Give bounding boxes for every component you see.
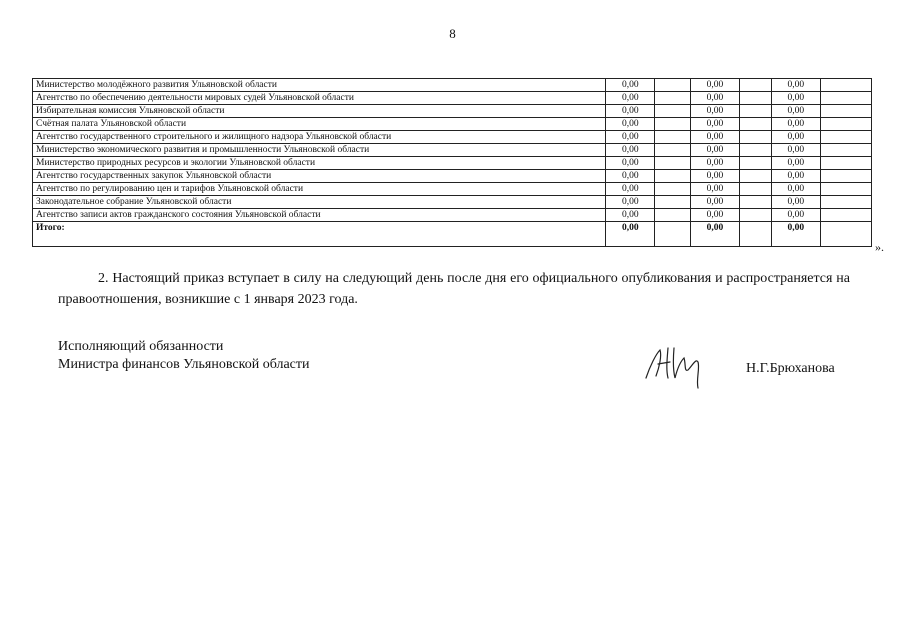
- empty-cell: [740, 131, 771, 144]
- empty-cell: [820, 131, 871, 144]
- empty-cell: [655, 209, 690, 222]
- value-cell: 0,00: [690, 79, 739, 92]
- value-cell: 0,00: [771, 209, 820, 222]
- value-cell: 0,00: [771, 196, 820, 209]
- value-cell: 0,00: [771, 105, 820, 118]
- value-cell: 0,00: [606, 144, 655, 157]
- value-cell: 0,00: [771, 131, 820, 144]
- value-cell: 0,00: [606, 131, 655, 144]
- value-cell: 0,00: [606, 183, 655, 196]
- empty-cell: [820, 196, 871, 209]
- empty-cell: [740, 196, 771, 209]
- empty-cell: [655, 118, 690, 131]
- value-cell: 0,00: [771, 92, 820, 105]
- table-row: [33, 105, 872, 118]
- empty-cell: [820, 222, 871, 247]
- empty-cell: [740, 105, 771, 118]
- empty-cell: [655, 131, 690, 144]
- value-cell: 0,00: [690, 183, 739, 196]
- table-row: [33, 157, 872, 170]
- table-row: [33, 131, 872, 144]
- value-cell: 0,00: [606, 157, 655, 170]
- value-cell: 0,00: [690, 92, 739, 105]
- row-label: Законодательное собрание Ульяновской области: [33, 196, 606, 209]
- empty-cell: [820, 170, 871, 183]
- empty-cell: [655, 196, 690, 209]
- row-label: Избирательная комиссия Ульяновской области: [33, 105, 606, 118]
- empty-cell: [820, 209, 871, 222]
- signer-title: [58, 338, 310, 374]
- empty-cell: [655, 79, 690, 92]
- empty-cell: [820, 92, 871, 105]
- row-label: Агентство по регулированию цен и тарифов Ульяновской области: [33, 183, 606, 196]
- value-cell: 0,00: [606, 92, 655, 105]
- value-cell: 0,00: [690, 157, 739, 170]
- effective-date-paragraph: 2. Настоящий приказ вступает в силу на следующий день после дня его официального опубликования и распространяется на правоотношения, возникшие с 1 января 2023 года.: [58, 271, 850, 307]
- value-cell: 0,00: [771, 79, 820, 92]
- row-label: Агентство записи актов гражданского состояния Ульяновской области: [33, 209, 606, 222]
- row-label: Министерство природных ресурсов и экологии Ульяновской области: [33, 157, 606, 170]
- empty-cell: [740, 144, 771, 157]
- table-row: [33, 196, 872, 209]
- value-cell: 0,00: [690, 105, 739, 118]
- value-cell: 0,00: [690, 144, 739, 157]
- empty-cell: [655, 157, 690, 170]
- value-cell: 0,00: [690, 118, 739, 131]
- empty-cell: [740, 92, 771, 105]
- total-value: 0,00: [771, 222, 820, 247]
- empty-cell: [820, 144, 871, 157]
- empty-cell: [740, 209, 771, 222]
- table-row: [33, 118, 872, 131]
- empty-cell: [655, 92, 690, 105]
- row-label: Счётная палата Ульяновской области: [33, 118, 606, 131]
- row-label: Министерство молодёжного развития Ульяновской области: [33, 79, 606, 92]
- value-cell: 0,00: [771, 144, 820, 157]
- empty-cell: [655, 222, 690, 247]
- value-cell: 0,00: [606, 170, 655, 183]
- table-row: [33, 144, 872, 157]
- empty-cell: [820, 79, 871, 92]
- empty-cell: [740, 183, 771, 196]
- value-cell: 0,00: [690, 209, 739, 222]
- empty-cell: [740, 157, 771, 170]
- row-label: Агентство государственного строительного и жилищного надзора Ульяновской области: [33, 131, 606, 144]
- handwritten-signature: [640, 340, 710, 395]
- table-row: [33, 92, 872, 105]
- row-label: Агентство государственных закупок Ульяновской области: [33, 170, 606, 183]
- value-cell: 0,00: [606, 196, 655, 209]
- row-label: Министерство экономического развития и промышленности Ульяновской области: [33, 144, 606, 157]
- value-cell: 0,00: [771, 157, 820, 170]
- value-cell: 0,00: [690, 131, 739, 144]
- budget-table: [32, 78, 872, 247]
- closing-quote: ».: [875, 240, 884, 254]
- table-row: [33, 209, 872, 222]
- value-cell: 0,00: [690, 196, 739, 209]
- total-label: Итого:: [33, 222, 606, 247]
- value-cell: 0,00: [606, 209, 655, 222]
- empty-cell: [655, 144, 690, 157]
- value-cell: 0,00: [606, 79, 655, 92]
- signer-title-line1: Исполняющий обязанности: [58, 339, 224, 354]
- table-row: [33, 79, 872, 92]
- empty-cell: [820, 105, 871, 118]
- signer-title-line2: Министра финансов Ульяновской области: [58, 357, 310, 372]
- value-cell: 0,00: [606, 105, 655, 118]
- total-value: 0,00: [606, 222, 655, 247]
- total-value: 0,00: [690, 222, 739, 247]
- value-cell: 0,00: [690, 170, 739, 183]
- signer-name: Н.Г.Брюханова: [746, 361, 835, 376]
- page-number: 8: [449, 26, 456, 41]
- table-row: [33, 183, 872, 196]
- value-cell: 0,00: [771, 118, 820, 131]
- empty-cell: [740, 222, 771, 247]
- value-cell: 0,00: [771, 183, 820, 196]
- empty-cell: [820, 183, 871, 196]
- total-row: [33, 222, 872, 247]
- empty-cell: [655, 170, 690, 183]
- empty-cell: [655, 105, 690, 118]
- empty-cell: [820, 157, 871, 170]
- value-cell: 0,00: [606, 118, 655, 131]
- row-label: Агентство по обеспечению деятельности мировых судей Ульяновской области: [33, 92, 606, 105]
- empty-cell: [740, 118, 771, 131]
- table-row: [33, 170, 872, 183]
- empty-cell: [820, 118, 871, 131]
- value-cell: 0,00: [771, 170, 820, 183]
- empty-cell: [740, 79, 771, 92]
- empty-cell: [740, 170, 771, 183]
- empty-cell: [655, 183, 690, 196]
